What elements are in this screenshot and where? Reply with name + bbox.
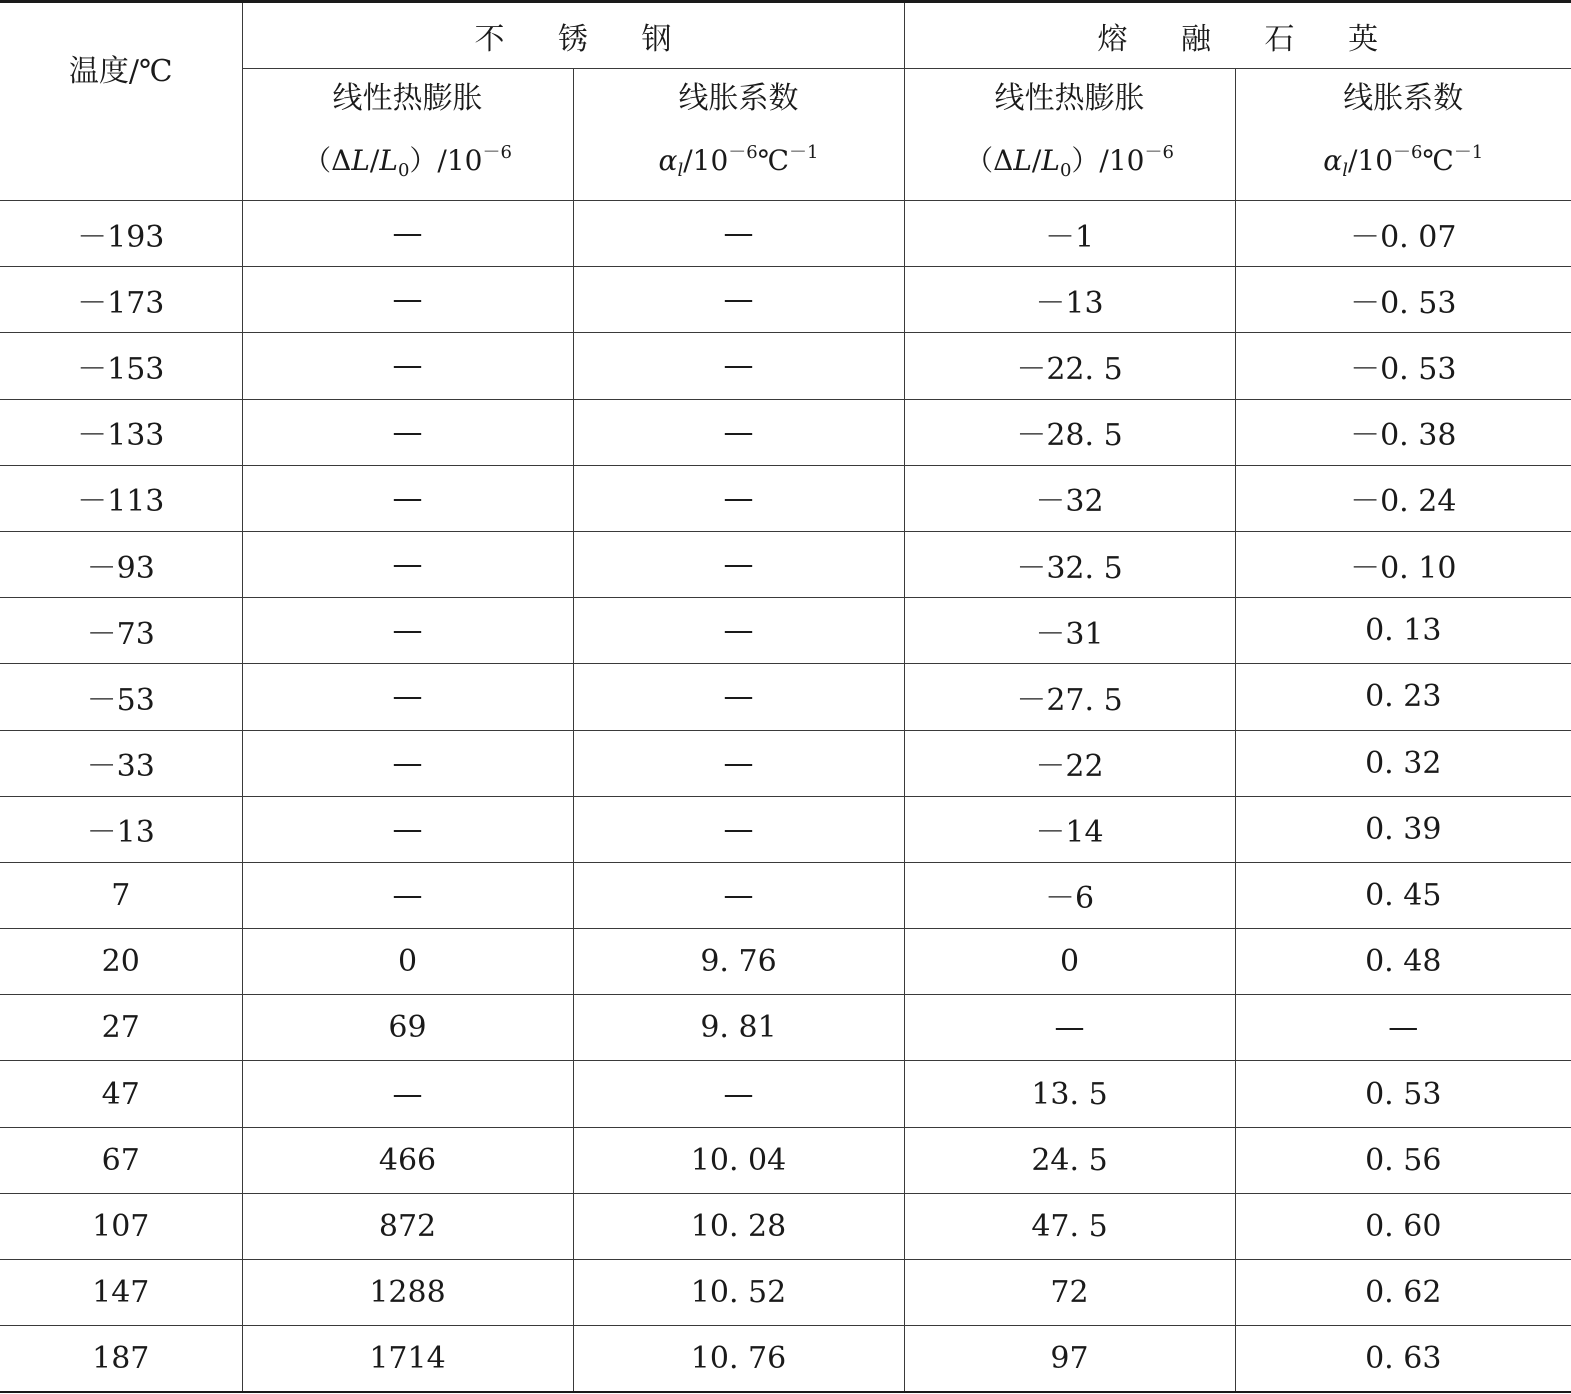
fq-linear-coefficient-unit: [1236, 134, 1571, 190]
unit-ten: /10: [683, 143, 729, 177]
unit-degc: ℃: [1422, 143, 1454, 177]
ss-expansion-cell: —: [242, 399, 573, 465]
fq-coefficient-cell: 0. 63: [1235, 1326, 1571, 1392]
fq-expansion-cell: －1: [904, 201, 1235, 267]
stainless-steel-header: [242, 2, 904, 69]
unit-slash: /: [369, 143, 380, 177]
header-row-groups: [0, 2, 1571, 69]
ss-coefficient-cell: —: [573, 531, 904, 597]
temperature-cell: 20: [0, 929, 242, 995]
fq-coefficient-cell: －0. 53: [1235, 267, 1571, 333]
unit-degc: ℃: [757, 143, 790, 177]
temperature-header: [0, 2, 242, 201]
fq-expansion-cell: －32. 5: [904, 531, 1235, 597]
fq-expansion-cell: －14: [904, 796, 1235, 862]
unit-exp2: －1: [789, 141, 819, 163]
temperature-cell: －33: [0, 730, 242, 796]
ss-coefficient-cell: —: [573, 267, 904, 333]
ss-coefficient-cell: —: [573, 598, 904, 664]
fq-expansion-cell: －22. 5: [904, 333, 1235, 399]
table-body: [0, 201, 1571, 1392]
ss-expansion-cell: 872: [242, 1193, 573, 1259]
fq-expansion-cell: 0: [904, 929, 1235, 995]
ss-expansion-cell: —: [242, 598, 573, 664]
table-row: [0, 1061, 1571, 1127]
fq-coefficient-cell: 0. 39: [1235, 796, 1571, 862]
temperature-cell: －173: [0, 267, 242, 333]
fq-expansion-cell: 13. 5: [904, 1061, 1235, 1127]
temperature-cell: －133: [0, 399, 242, 465]
fq-coefficient-cell: －0. 38: [1235, 399, 1571, 465]
temperature-cell: 147: [0, 1260, 242, 1326]
fused-quartz-label: 熔 融 石 英: [1097, 21, 1401, 57]
table-row: [0, 201, 1571, 267]
table-row: [0, 862, 1571, 928]
fq-expansion-cell: －27. 5: [904, 664, 1235, 730]
unit-zero: 0: [1059, 159, 1072, 181]
ss-linear-expansion-unit: [243, 134, 573, 190]
fq-coefficient-cell: 0. 32: [1235, 730, 1571, 796]
fused-quartz-header: [904, 2, 1571, 69]
unit-L0: L: [1041, 143, 1060, 177]
temperature-cell: 107: [0, 1193, 242, 1259]
table-row: [0, 730, 1571, 796]
ss-coefficient-cell: 10. 76: [573, 1326, 904, 1392]
ss-linear-coefficient-label: 线胀系数: [678, 80, 799, 116]
table-row: [0, 664, 1571, 730]
table-row: [0, 796, 1571, 862]
ss-expansion-cell: 1288: [242, 1260, 573, 1326]
table-row: [0, 1260, 1571, 1326]
fq-expansion-cell: －31: [904, 598, 1235, 664]
temperature-cell: －53: [0, 664, 242, 730]
fq-linear-expansion-header: [904, 69, 1235, 201]
ss-expansion-cell: —: [242, 201, 573, 267]
fq-coefficient-cell: 0. 23: [1235, 664, 1571, 730]
ss-linear-coefficient-header: [573, 69, 904, 201]
ss-coefficient-cell: —: [573, 862, 904, 928]
unit-close: ）/10: [409, 143, 483, 177]
table-row: [0, 1326, 1571, 1392]
fq-expansion-cell: －32: [904, 465, 1235, 531]
unit-alpha: α: [658, 143, 678, 177]
fq-expansion-cell: －22: [904, 730, 1235, 796]
ss-expansion-cell: —: [242, 465, 573, 531]
unit-exp1: －6: [1393, 141, 1423, 163]
fq-coefficient-cell: 0. 62: [1235, 1260, 1571, 1326]
temperature-cell: －13: [0, 796, 242, 862]
fq-expansion-cell: 72: [904, 1260, 1235, 1326]
unit-L0: L: [379, 143, 398, 177]
unit-slash: /: [1031, 143, 1042, 177]
unit-open: （: [303, 143, 332, 177]
fq-coefficient-cell: 0. 56: [1235, 1127, 1571, 1193]
temperature-cell: 7: [0, 862, 242, 928]
ss-coefficient-cell: —: [573, 201, 904, 267]
fq-coefficient-cell: —: [1235, 995, 1571, 1061]
fq-expansion-cell: 47. 5: [904, 1193, 1235, 1259]
table-row: [0, 531, 1571, 597]
stainless-steel-label: 不 锈 钢: [474, 21, 694, 57]
ss-coefficient-cell: —: [573, 1061, 904, 1127]
ss-expansion-cell: —: [242, 664, 573, 730]
ss-coefficient-cell: 9. 76: [573, 929, 904, 995]
fq-expansion-cell: －28. 5: [904, 399, 1235, 465]
ss-expansion-cell: 69: [242, 995, 573, 1061]
fq-expansion-cell: －6: [904, 862, 1235, 928]
fq-expansion-cell: —: [904, 995, 1235, 1061]
unit-L: L: [1013, 143, 1032, 177]
fq-expansion-cell: 97: [904, 1326, 1235, 1392]
table-row: [0, 1127, 1571, 1193]
ss-coefficient-cell: —: [573, 465, 904, 531]
ss-expansion-cell: 0: [242, 929, 573, 995]
unit-l: l: [677, 159, 684, 181]
ss-expansion-cell: 466: [242, 1127, 573, 1193]
unit-close: ）/10: [1071, 143, 1145, 177]
table-row: [0, 598, 1571, 664]
fq-expansion-cell: －13: [904, 267, 1235, 333]
ss-expansion-cell: 1714: [242, 1326, 573, 1392]
fq-linear-coefficient-header: [1235, 69, 1571, 201]
ss-expansion-cell: —: [242, 333, 573, 399]
table-row: [0, 333, 1571, 399]
temperature-cell: 47: [0, 1061, 242, 1127]
ss-coefficient-cell: 10. 52: [573, 1260, 904, 1326]
fq-coefficient-cell: 0. 13: [1235, 598, 1571, 664]
ss-linear-expansion-header: [242, 69, 573, 201]
temperature-cell: －113: [0, 465, 242, 531]
fq-linear-expansion-label: 线性热膨胀: [994, 80, 1145, 116]
ss-coefficient-cell: 10. 28: [573, 1193, 904, 1259]
ss-coefficient-cell: 10. 04: [573, 1127, 904, 1193]
temperature-header-label: 温度/℃: [68, 53, 173, 89]
ss-expansion-cell: —: [242, 730, 573, 796]
fq-coefficient-cell: －0. 10: [1235, 531, 1571, 597]
ss-coefficient-cell: —: [573, 399, 904, 465]
unit-exp: －6: [482, 141, 512, 163]
unit-exp1: －6: [728, 141, 758, 163]
fq-coefficient-cell: 0. 60: [1235, 1193, 1571, 1259]
fq-linear-expansion-unit: [905, 134, 1235, 190]
temperature-cell: 187: [0, 1326, 242, 1392]
ss-linear-coefficient-unit: [574, 134, 904, 190]
fq-expansion-cell: 24. 5: [904, 1127, 1235, 1193]
temperature-cell: －193: [0, 201, 242, 267]
fq-coefficient-cell: －0. 24: [1235, 465, 1571, 531]
unit-alpha: α: [1323, 143, 1343, 177]
temperature-cell: 67: [0, 1127, 242, 1193]
fq-coefficient-cell: －0. 53: [1235, 333, 1571, 399]
temperature-cell: －73: [0, 598, 242, 664]
temperature-cell: －93: [0, 531, 242, 597]
unit-L: L: [351, 143, 370, 177]
table-row: [0, 465, 1571, 531]
ss-expansion-cell: —: [242, 796, 573, 862]
ss-expansion-cell: —: [242, 267, 573, 333]
table-row: [0, 267, 1571, 333]
unit-ten: /10: [1347, 143, 1394, 177]
fq-coefficient-cell: 0. 53: [1235, 1061, 1571, 1127]
unit-open: （: [965, 143, 994, 177]
ss-expansion-cell: —: [242, 862, 573, 928]
unit-exp: －6: [1144, 141, 1174, 163]
fq-coefficient-cell: 0. 45: [1235, 862, 1571, 928]
fq-coefficient-cell: －0. 07: [1235, 201, 1571, 267]
unit-zero: 0: [397, 159, 410, 181]
ss-coefficient-cell: 9. 81: [573, 995, 904, 1061]
ss-coefficient-cell: —: [573, 730, 904, 796]
temperature-cell: －153: [0, 333, 242, 399]
table-row: [0, 995, 1571, 1061]
table-header: [0, 2, 1571, 201]
table-row: [0, 1193, 1571, 1259]
temperature-cell: 27: [0, 995, 242, 1061]
unit-delta: Δ: [993, 143, 1014, 177]
table-row: [0, 929, 1571, 995]
unit-exp2: －1: [1453, 141, 1484, 163]
ss-expansion-cell: —: [242, 1061, 573, 1127]
fq-coefficient-cell: 0. 48: [1235, 929, 1571, 995]
ss-linear-expansion-label: 线性热膨胀: [332, 80, 483, 116]
ss-expansion-cell: —: [242, 531, 573, 597]
ss-coefficient-cell: —: [573, 796, 904, 862]
ss-coefficient-cell: —: [573, 333, 904, 399]
unit-l: l: [1342, 159, 1348, 181]
unit-delta: Δ: [331, 143, 352, 177]
table-row: [0, 399, 1571, 465]
fq-linear-coefficient-label: 线胀系数: [1343, 80, 1464, 116]
ss-coefficient-cell: —: [573, 664, 904, 730]
